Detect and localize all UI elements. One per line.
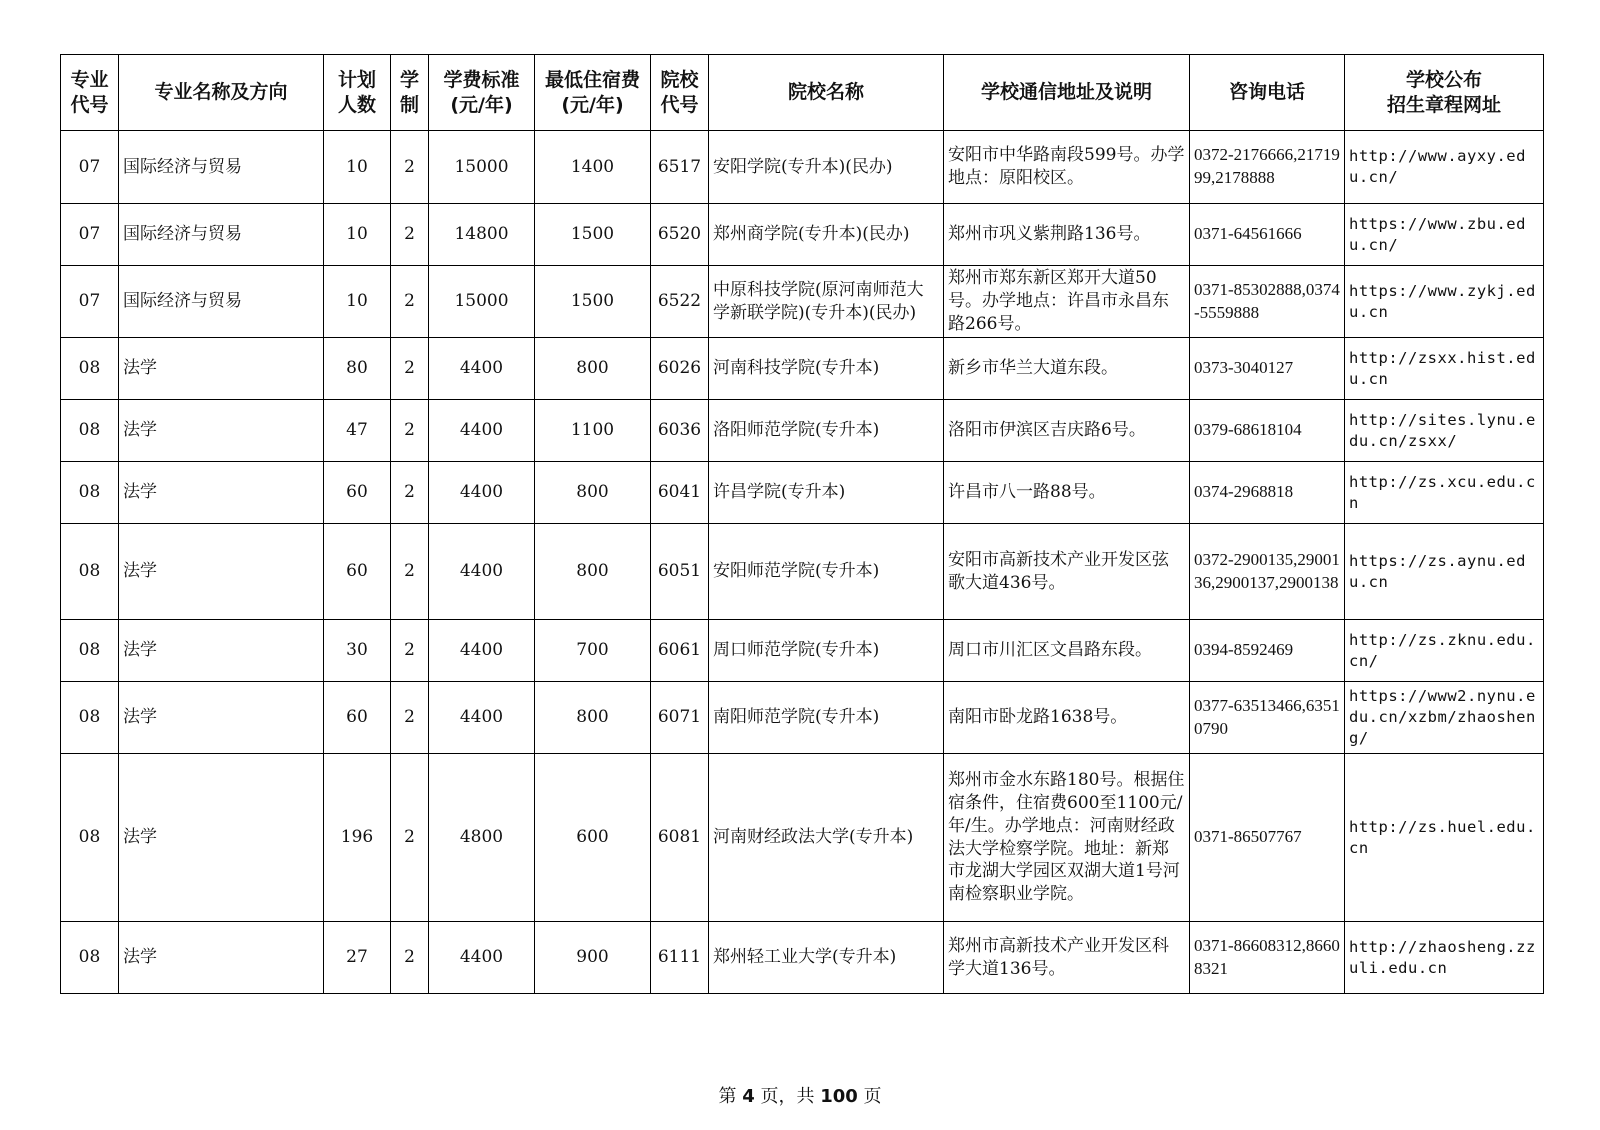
cell-phone: 0374-2968818 — [1190, 462, 1345, 524]
cell-school-code: 6026 — [651, 338, 709, 400]
cell-address: 郑州市郑东新区郑开大道50号。办学地点：许昌市永昌东路266号。 — [944, 266, 1190, 338]
table-row — [61, 266, 1544, 338]
cell-school-name: 河南科技学院(专升本) — [709, 338, 944, 400]
cell-dorm-fee: 1500 — [535, 204, 651, 266]
page-footer-middle: 页，共 — [760, 1086, 815, 1107]
cell-plan-count: 60 — [324, 462, 391, 524]
cell-plan-count: 10 — [324, 204, 391, 266]
cell-website[interactable]: https://www2.nynu.edu.cn/xzbm/zhaosheng/ — [1345, 682, 1544, 754]
cell-duration: 2 — [391, 131, 429, 204]
cell-major-name: 国际经济与贸易 — [119, 204, 324, 266]
table-row — [61, 204, 1544, 266]
cell-school-code: 6051 — [651, 524, 709, 620]
cell-tuition: 4400 — [429, 620, 535, 682]
header-row — [61, 55, 1544, 131]
cell-major-name: 法学 — [119, 922, 324, 994]
cell-school-name: 安阳师范学院(专升本) — [709, 524, 944, 620]
cell-tuition: 15000 — [429, 266, 535, 338]
cell-major-code: 08 — [61, 620, 119, 682]
cell-school-name: 洛阳师范学院(专升本) — [709, 400, 944, 462]
table-row — [61, 922, 1544, 994]
cell-major-code: 07 — [61, 266, 119, 338]
cell-plan-count: 47 — [324, 400, 391, 462]
cell-school-code: 6081 — [651, 754, 709, 922]
cell-website[interactable]: http://zs.xcu.edu.cn — [1345, 462, 1544, 524]
cell-major-name: 法学 — [119, 524, 324, 620]
cell-dorm-fee: 800 — [535, 524, 651, 620]
cell-major-code: 08 — [61, 682, 119, 754]
cell-phone: 0394-8592469 — [1190, 620, 1345, 682]
cell-phone: 0372-2900135,2900136,2900137,2900138 — [1190, 524, 1345, 620]
cell-school-name: 河南财经政法大学(专升本) — [709, 754, 944, 922]
cell-plan-count: 10 — [324, 131, 391, 204]
col-header-major-name: 专业名称及方向 — [119, 55, 324, 131]
cell-website[interactable]: http://www.ayxy.edu.cn/ — [1345, 131, 1544, 204]
cell-school-code: 6071 — [651, 682, 709, 754]
cell-major-name: 法学 — [119, 620, 324, 682]
cell-address: 安阳市高新技术产业开发区弦歌大道436号。 — [944, 524, 1190, 620]
cell-website[interactable]: http://zhaosheng.zzuli.edu.cn — [1345, 922, 1544, 994]
cell-website[interactable]: https://www.zbu.edu.cn/ — [1345, 204, 1544, 266]
cell-school-name: 中原科技学院(原河南师范大学新联学院)(专升本)(民办) — [709, 266, 944, 338]
cell-address: 许昌市八一路88号。 — [944, 462, 1190, 524]
col-header-tuition: 学费标准 (元/年) — [429, 55, 535, 131]
cell-tuition: 14800 — [429, 204, 535, 266]
table-row — [61, 400, 1544, 462]
cell-major-code: 08 — [61, 338, 119, 400]
cell-plan-count: 196 — [324, 754, 391, 922]
col-header-website: 学校公布 招生章程网址 — [1345, 55, 1544, 131]
cell-major-name: 法学 — [119, 400, 324, 462]
cell-plan-count: 60 — [324, 682, 391, 754]
cell-phone: 0371-86507767 — [1190, 754, 1345, 922]
cell-duration: 2 — [391, 338, 429, 400]
col-header-school-name: 院校名称 — [709, 55, 944, 131]
cell-address: 郑州市高新技术产业开发区科学大道136号。 — [944, 922, 1190, 994]
cell-tuition: 15000 — [429, 131, 535, 204]
cell-duration: 2 — [391, 682, 429, 754]
cell-website[interactable]: http://zs.huel.edu.cn — [1345, 754, 1544, 922]
cell-phone: 0371-85302888,0374-5559888 — [1190, 266, 1345, 338]
admissions-table — [60, 54, 1544, 994]
cell-major-name: 法学 — [119, 462, 324, 524]
cell-school-code: 6061 — [651, 620, 709, 682]
cell-dorm-fee: 700 — [535, 620, 651, 682]
page-total: 100 — [820, 1086, 858, 1107]
cell-tuition: 4400 — [429, 682, 535, 754]
table-body — [61, 131, 1544, 994]
table-row — [61, 524, 1544, 620]
cell-major-code: 07 — [61, 131, 119, 204]
cell-address: 洛阳市伊滨区吉庆路6号。 — [944, 400, 1190, 462]
cell-tuition: 4400 — [429, 338, 535, 400]
cell-dorm-fee: 600 — [535, 754, 651, 922]
cell-school-code: 6520 — [651, 204, 709, 266]
table-row — [61, 338, 1544, 400]
cell-dorm-fee: 800 — [535, 338, 651, 400]
cell-school-code: 6517 — [651, 131, 709, 204]
cell-dorm-fee: 1400 — [535, 131, 651, 204]
cell-major-code: 08 — [61, 462, 119, 524]
cell-tuition: 4800 — [429, 754, 535, 922]
cell-address: 周口市川汇区文昌路东段。 — [944, 620, 1190, 682]
cell-school-code: 6041 — [651, 462, 709, 524]
cell-address: 新乡市华兰大道东段。 — [944, 338, 1190, 400]
cell-address: 郑州市巩义紫荆路136号。 — [944, 204, 1190, 266]
cell-school-name: 南阳师范学院(专升本) — [709, 682, 944, 754]
cell-phone: 0373-3040127 — [1190, 338, 1345, 400]
cell-major-name: 法学 — [119, 682, 324, 754]
cell-duration: 2 — [391, 462, 429, 524]
cell-website[interactable]: https://www.zykj.edu.cn — [1345, 266, 1544, 338]
cell-major-code: 08 — [61, 922, 119, 994]
cell-duration: 2 — [391, 922, 429, 994]
cell-dorm-fee: 1500 — [535, 266, 651, 338]
cell-major-code: 08 — [61, 400, 119, 462]
col-header-dorm-fee: 最低住宿费 (元/年) — [535, 55, 651, 131]
cell-school-code: 6522 — [651, 266, 709, 338]
cell-plan-count: 27 — [324, 922, 391, 994]
cell-major-name: 法学 — [119, 338, 324, 400]
cell-major-name: 法学 — [119, 754, 324, 922]
cell-school-name: 安阳学院(专升本)(民办) — [709, 131, 944, 204]
cell-dorm-fee: 800 — [535, 462, 651, 524]
table-row — [61, 754, 1544, 922]
col-header-phone: 咨询电话 — [1190, 55, 1345, 131]
cell-school-name: 郑州商学院(专升本)(民办) — [709, 204, 944, 266]
cell-website[interactable]: http://zsxx.hist.edu.cn — [1345, 338, 1544, 400]
cell-address: 安阳市中华路南段599号。办学地点：原阳校区。 — [944, 131, 1190, 204]
page-footer-suffix: 页 — [863, 1086, 882, 1107]
cell-address: 南阳市卧龙路1638号。 — [944, 682, 1190, 754]
table-row — [61, 462, 1544, 524]
cell-duration: 2 — [391, 620, 429, 682]
cell-duration: 2 — [391, 266, 429, 338]
cell-duration: 2 — [391, 524, 429, 620]
cell-school-code: 6036 — [651, 400, 709, 462]
cell-phone: 0371-86608312,86608321 — [1190, 922, 1345, 994]
col-header-address: 学校通信地址及说明 — [944, 55, 1190, 131]
cell-dorm-fee: 900 — [535, 922, 651, 994]
cell-plan-count: 60 — [324, 524, 391, 620]
cell-tuition: 4400 — [429, 462, 535, 524]
cell-tuition: 4400 — [429, 400, 535, 462]
cell-website[interactable]: http://sites.lynu.edu.cn/zsxx/ — [1345, 400, 1544, 462]
cell-duration: 2 — [391, 754, 429, 922]
cell-plan-count: 30 — [324, 620, 391, 682]
cell-major-code: 07 — [61, 204, 119, 266]
cell-dorm-fee: 800 — [535, 682, 651, 754]
table-row — [61, 620, 1544, 682]
cell-major-code: 08 — [61, 754, 119, 922]
cell-plan-count: 10 — [324, 266, 391, 338]
cell-major-name: 国际经济与贸易 — [119, 266, 324, 338]
page-footer — [0, 1082, 1600, 1108]
cell-address: 郑州市金水东路180号。根据住宿条件，住宿费600至1100元/年/生。办学地点：河南财经政法大学检察学院。地址：新郑市龙湖大学园区双湖大道1号河南检察职业学院。 — [944, 754, 1190, 922]
cell-phone: 0379-68618104 — [1190, 400, 1345, 462]
cell-tuition: 4400 — [429, 524, 535, 620]
col-header-duration: 学 制 — [391, 55, 429, 131]
cell-school-code: 6111 — [651, 922, 709, 994]
cell-dorm-fee: 1100 — [535, 400, 651, 462]
cell-duration: 2 — [391, 204, 429, 266]
cell-major-code: 08 — [61, 524, 119, 620]
cell-major-name: 国际经济与贸易 — [119, 131, 324, 204]
cell-tuition: 4400 — [429, 922, 535, 994]
table-row — [61, 682, 1544, 754]
page-number: 4 — [742, 1086, 755, 1107]
table-row — [61, 131, 1544, 204]
col-header-school-code: 院校 代号 — [651, 55, 709, 131]
cell-website[interactable]: https://zs.aynu.edu.cn — [1345, 524, 1544, 620]
cell-phone: 0377-63513466,63510790 — [1190, 682, 1345, 754]
cell-school-name: 周口师范学院(专升本) — [709, 620, 944, 682]
cell-school-name: 郑州轻工业大学(专升本) — [709, 922, 944, 994]
col-header-major-code: 专业 代号 — [61, 55, 119, 131]
col-header-plan-count: 计划 人数 — [324, 55, 391, 131]
cell-website[interactable]: http://zs.zknu.edu.cn/ — [1345, 620, 1544, 682]
cell-duration: 2 — [391, 400, 429, 462]
cell-plan-count: 80 — [324, 338, 391, 400]
page-footer-prefix: 第 — [718, 1086, 737, 1107]
cell-school-name: 许昌学院(专升本) — [709, 462, 944, 524]
cell-phone: 0371-64561666 — [1190, 204, 1345, 266]
cell-phone: 0372-2176666,2171999,2178888 — [1190, 131, 1345, 204]
